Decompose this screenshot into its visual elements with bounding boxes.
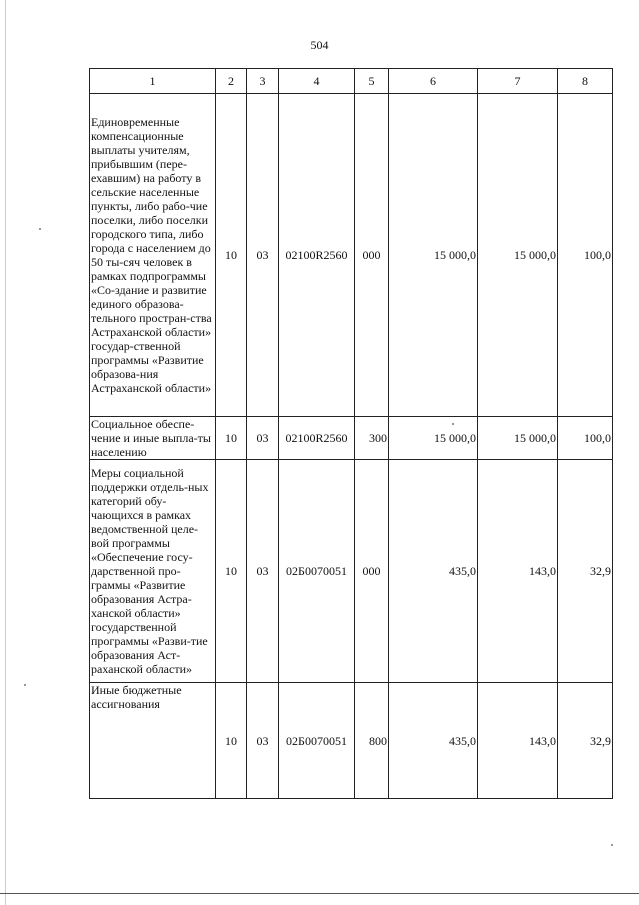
section-code: 10 bbox=[216, 460, 247, 683]
header-cell: 8 bbox=[558, 69, 613, 94]
target-article-code: 02100R2560 bbox=[279, 94, 355, 417]
header-cell: 3 bbox=[247, 69, 279, 94]
amount-col6: 15 000,0 bbox=[389, 417, 478, 460]
table-row bbox=[90, 683, 613, 799]
page-number: 504 bbox=[310, 38, 329, 52]
percent-col8: 100,0 bbox=[558, 417, 613, 460]
scan-margin-line bbox=[5, 0, 6, 905]
table-row bbox=[90, 417, 613, 460]
amount-col7: 143,0 bbox=[478, 683, 558, 799]
table-row bbox=[90, 94, 613, 417]
budget-table bbox=[89, 68, 613, 799]
subsection-code: 03 bbox=[247, 460, 279, 683]
percent-col8: 32,9 bbox=[558, 460, 613, 683]
row-description: Иные бюджетные ассигнования bbox=[90, 683, 216, 799]
row-description: Социальное обеспе-чение и иные выпла-ты населению bbox=[90, 417, 216, 460]
expense-type-code: 800 bbox=[355, 683, 389, 799]
amount-col6: 435,0 bbox=[389, 460, 478, 683]
row-description: Меры социальной поддержки отдель-ных категорий обу-чающихся в рамках ведомственной целе-вой программы «Обеспечение госу-дарственной про-граммы «Развитие образования Астра-ханской области» государственной программы «Разви-тие образования Аст-раханской области» bbox=[90, 460, 216, 683]
amount-col7: 15 000,0 bbox=[478, 94, 558, 417]
header-cell: 7 bbox=[478, 69, 558, 94]
expense-type-code: 300 bbox=[355, 417, 389, 460]
section-code: 10 bbox=[216, 94, 247, 417]
target-article-code: 02100R2560 bbox=[279, 417, 355, 460]
section-code: 10 bbox=[216, 417, 247, 460]
scan-speck bbox=[24, 684, 26, 686]
subsection-code: 03 bbox=[247, 683, 279, 799]
scan-speck bbox=[452, 423, 454, 425]
expense-type-code: 000 bbox=[355, 460, 389, 683]
scan-speck bbox=[611, 844, 613, 846]
header-cell: 2 bbox=[216, 69, 247, 94]
table-header-row bbox=[90, 69, 613, 94]
header-cell: 6 bbox=[389, 69, 478, 94]
row-description: Единовременные компенсационные выплаты учителям, прибывшим (пере-ехавшим) на работу в сельские населенные пункты, либо рабо-чие поселки, либо поселки городского типа, либо города с населением до 50 ты-сяч человек в рамках подпрограммы «Со-здание и развитие единого образова-тельного простран-ства Астраханской области» государ-ственной программы «Развитие образова-ния Астраханской области» bbox=[90, 94, 216, 417]
header-cell: 4 bbox=[279, 69, 355, 94]
subsection-code: 03 bbox=[247, 417, 279, 460]
expense-type-code: 000 bbox=[355, 94, 389, 417]
section-code: 10 bbox=[216, 683, 247, 799]
percent-col8: 100,0 bbox=[558, 94, 613, 417]
header-cell: 5 bbox=[355, 69, 389, 94]
amount-col6: 435,0 bbox=[389, 683, 478, 799]
page-bottom-edge bbox=[0, 893, 639, 894]
amount-col7: 15 000,0 bbox=[478, 417, 558, 460]
percent-col8: 32,9 bbox=[558, 683, 613, 799]
scan-speck bbox=[39, 228, 41, 230]
amount-col6: 15 000,0 bbox=[389, 94, 478, 417]
header-cell: 1 bbox=[90, 69, 216, 94]
target-article-code: 02Б0070051 bbox=[279, 683, 355, 799]
subsection-code: 03 bbox=[247, 94, 279, 417]
table-row bbox=[90, 460, 613, 683]
amount-col7: 143,0 bbox=[478, 460, 558, 683]
target-article-code: 02Б0070051 bbox=[279, 460, 355, 683]
